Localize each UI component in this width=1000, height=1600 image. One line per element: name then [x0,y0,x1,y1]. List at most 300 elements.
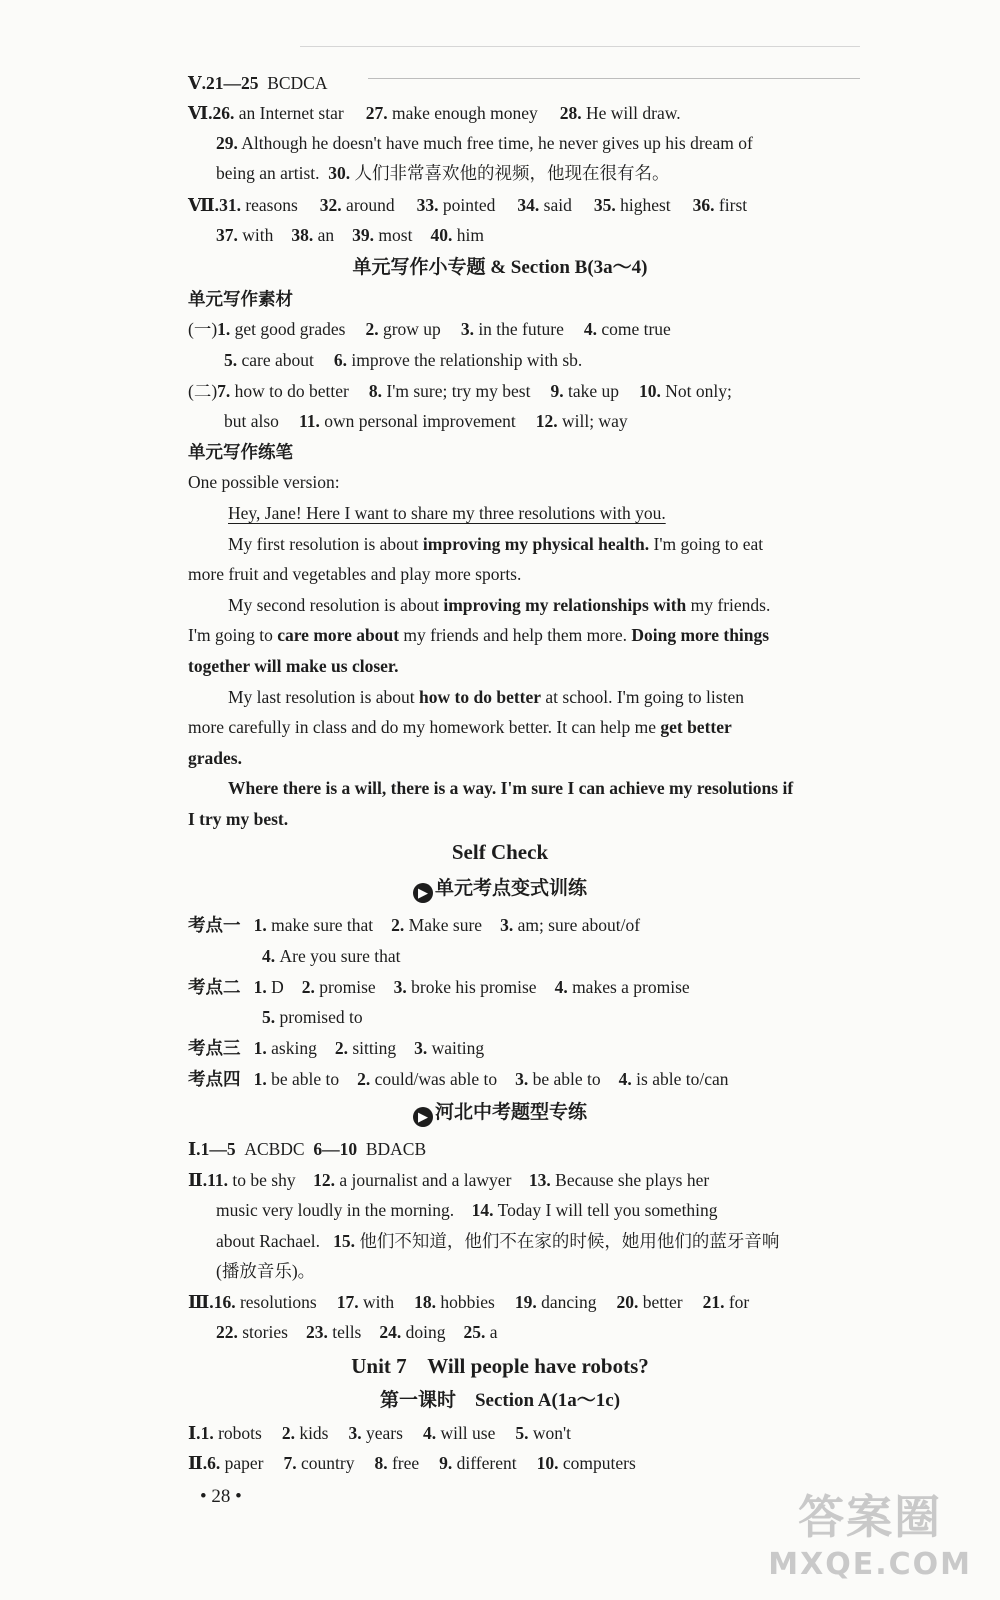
top-rule [368,78,860,79]
answer-num: 4. [583,319,602,339]
answer-text: most [378,225,413,245]
answer-num: 16. [213,1292,240,1312]
answer-num: 31. [219,195,246,215]
subheading-text: 单元考点变式训练 [434,878,587,899]
answer-item [213,103,344,123]
answer-text: promise [319,977,376,997]
answer-list [217,319,671,339]
answer-item [515,1292,597,1312]
answer-text: won't [532,1423,572,1443]
answer-num: 40. [430,225,457,245]
answer-text: a journalist and a lawyer [339,1170,512,1190]
answer-text: grow up [382,319,441,339]
answer-text: in the future [478,319,564,339]
answer-list [201,1423,571,1443]
answer-item [216,225,273,245]
answer-num: 21. [702,1292,729,1312]
answer-item [616,1292,682,1312]
kaodian-label: 考点四 [188,1069,241,1089]
answer-text: to be shy [232,1170,296,1190]
answer-text: be able to [271,1069,340,1089]
essay-text: more carefully in class and do my homework better. It can help me [188,717,661,737]
answer-item [216,1322,288,1342]
essay-text: My last resolution is about [228,687,420,707]
essay-p3a [228,684,744,710]
section-vii-label: Ⅶ. [188,195,220,215]
essay-greeting: Hey, Jane! Here I want to share my three resolutions with you. [228,503,666,523]
hebei-i-line [188,1136,426,1162]
answer-text: an [317,225,335,245]
answer-list [262,946,401,966]
answer-num: 36. [692,195,719,215]
answer-text: Because she plays her [555,1170,710,1190]
answer-text: highest [620,195,671,215]
answer-text: reasons [245,195,298,215]
hebei-ii-line2 [216,1197,718,1223]
answer-text: He will draw. [586,103,681,123]
answer-text: be able to [532,1069,601,1089]
answer-text: sitting [352,1038,397,1058]
answer-item [254,977,284,997]
section-vii-line2 [216,222,484,248]
answer-num: 10. [536,1453,563,1473]
answer-num: 2. [301,977,320,997]
answer-list [254,1038,484,1058]
answer-item [224,350,314,370]
answer-text: with [242,225,274,245]
answer-item [517,195,571,215]
kaodian-label: 考点二 [188,977,241,997]
answer-text: am; sure about/of [517,915,641,935]
answer-item [214,1292,317,1312]
answer-num: 9. [550,381,568,401]
answer-item [254,1069,340,1089]
answer-text: different [456,1453,517,1473]
answer-num: 24. [379,1322,406,1342]
version-label: One possible version: [188,472,340,492]
answer-num: 20. [616,1292,643,1312]
answer-text: computers [562,1453,636,1473]
answer-text: country [301,1453,355,1473]
answer-item [639,381,732,401]
answer-text: makes a promise [572,977,690,997]
answer-text: Are you sure that [279,946,401,966]
answer-item [302,977,376,997]
answer-list [224,350,582,370]
answer-text: first [718,195,748,215]
answer-text: make sure that [271,915,374,935]
section-i-label: Ⅰ. [188,1139,201,1159]
answer-text: own personal improvement [324,411,516,431]
material-1-line2 [224,347,582,373]
answer-item [423,1423,495,1443]
answer-item [500,915,640,935]
answer-num: 1. [253,977,272,997]
answer-item [430,225,483,245]
answer-num: 2. [281,1423,300,1443]
answer-num: 1. [217,319,235,339]
answer-text: asking [271,1038,317,1058]
answer-num: 18. [414,1292,441,1312]
watermark [768,1481,972,1582]
answer-item [537,1453,636,1473]
section-v-answers: BCDCA [267,73,328,93]
material-1-label: (一) [188,319,218,339]
essay-text: at school. I'm going to listen [541,687,744,707]
answer-num: 5. [515,1423,533,1443]
answer-item [414,1292,495,1312]
selfcheck-sub1 [0,876,1000,902]
section-vi-29a [216,130,822,156]
answer-text: him [456,225,484,245]
answer-list [216,225,484,245]
answer-item [352,225,412,245]
answer-text: is able to/can [636,1069,729,1089]
kaodian-1-line1 [188,912,640,938]
answer-item [693,195,747,215]
answer-item [515,1069,601,1089]
answer-num: 8. [374,1453,392,1473]
essay-p3c: grades. [188,748,242,768]
answer-num: 2. [365,319,383,339]
answer-list [216,1322,498,1342]
play-arrow-icon: ▶ [413,883,433,903]
top-rule-upper [300,46,860,47]
selfcheck-sub2 [0,1100,1000,1126]
answer-num: 6. [207,1453,225,1473]
kaodian-2-line2 [262,1004,363,1030]
essay-highlight: care more about [277,625,400,645]
selfcheck-title: Self Check [451,840,549,864]
answer-item [334,350,582,370]
section-v-label: Ⅴ. [188,73,206,93]
answer-text: improve the relationship with sb. [351,350,583,370]
unit7-i-line [188,1420,571,1446]
essay-text: my friends. [686,595,771,615]
answer-text: will use [440,1423,496,1443]
answer-item [555,977,690,997]
watermark-logo-text: 答案圈 [798,1490,943,1544]
answer-text: broke his promise [411,977,537,997]
answer-num: 29. [216,133,238,153]
section-v-range: 21—25 [205,73,259,93]
material-2-label: (二) [188,381,218,401]
answer-num: 13. [528,1170,551,1190]
answer-text: come true [601,319,671,339]
answer-letters: ACBDC [244,1139,305,1159]
essay-p2a [228,592,770,618]
answer-item [284,1453,355,1473]
answer-text: paper [224,1453,264,1473]
answer-item [394,977,537,997]
answer-item [337,1292,394,1312]
answer-num: 3. [515,1069,533,1089]
answer-item [282,1423,329,1443]
answer-text: could/was able to [374,1069,498,1089]
answer-num: 4. [618,1069,637,1089]
answer-num: 11. [207,1170,229,1190]
answer-num: 2. [334,1038,353,1058]
essay-text: I'm going to [188,625,278,645]
section-vi-line1 [188,100,681,126]
essay-highlight: Doing more things [631,625,770,645]
answer-list [254,977,690,997]
answer-num: 4. [422,1423,441,1443]
answer-item [365,319,440,339]
answer-text: robots [218,1423,262,1443]
answer-num: 3. [348,1423,366,1443]
answer-item [217,381,349,401]
essay-text: my friends and help them more. [399,625,632,645]
watermark-domain: MXQE.COM [768,1547,972,1582]
answer-text: but also [224,411,279,431]
answer-text: with [363,1292,395,1312]
answer-item [369,381,531,401]
answer-item [254,1038,317,1058]
answer-item [515,1423,571,1443]
answer-num: 8. [368,381,387,401]
answer-text: being an artist. [216,163,320,183]
subheading-text: 河北中考题型专练 [434,1102,587,1123]
essay-p1b: more fruit and vegetables and play more sports. [188,564,522,584]
unit7-ii-line [188,1450,636,1476]
answer-num: 23. [305,1322,333,1342]
answer-item [366,103,538,123]
essay-p2b [188,622,769,648]
answer-item [536,411,628,431]
unit7-i-label: Ⅰ. [188,1423,201,1443]
answer-item [414,1038,484,1058]
answer-item [703,1292,750,1312]
answer-num: 5. [262,1007,280,1027]
answer-range: 6—10 [313,1139,358,1159]
answer-letters: BDACB [365,1139,427,1159]
answer-text: about Rachael. [216,1231,320,1251]
answer-list [207,1453,636,1473]
kaodian-label: 考点三 [188,1038,241,1058]
answer-item [349,1423,403,1443]
essay-p4a: Where there is a will, there is a way. I'm sure I can achieve my resolutions if [228,778,794,798]
unit7-lesson: 第一课时 Section A(1a～1c) [379,1390,621,1411]
answer-num: 7. [283,1453,301,1473]
essay-text: I'm going to eat [649,534,764,554]
answer-num: 39. [352,225,379,245]
kaodian-3-line1 [188,1035,484,1061]
answer-item [217,319,345,339]
answer-text: Although he doesn't have much free time, he never gives up his dream of [241,133,753,153]
essay-p1a [228,531,763,557]
answer-list [254,1069,729,1089]
answer-num: 4. [554,977,573,997]
answer-text-chinese: 人们非常喜欢他的视频，他现在很有名。 [354,163,670,183]
answer-list [213,103,681,123]
essay-p2c: together will make us closer. [188,656,399,676]
answer-text: Today I will tell you something [497,1200,718,1220]
page-number: • 28 • [200,1486,242,1507]
answer-text: better [642,1292,683,1312]
answer-text: Make sure [408,915,483,935]
answer-num: 38. [291,225,318,245]
answer-item [379,1322,445,1342]
answer-item [224,411,279,431]
answer-num: 1. [253,1038,272,1058]
answer-text: kids [299,1423,329,1443]
section-vii-line1 [188,192,747,218]
hebei-ii-line1 [188,1167,709,1193]
essay-text: My second resolution is about [228,595,444,615]
answer-num: 14. [471,1200,494,1220]
hebei-iii-line2 [216,1319,498,1345]
kaodian-4-line1 [188,1066,728,1092]
answer-text: D [271,977,284,997]
answer-num: 7. [217,381,235,401]
answer-text: free [391,1453,420,1473]
answer-text-chinese: (播放音乐)。 [216,1261,316,1281]
section-vi-label: Ⅵ. [188,103,213,123]
essay-p3b [188,714,732,740]
answer-num: 3. [414,1038,432,1058]
answer-num: 28. [559,103,586,123]
answer-text: promised to [279,1007,363,1027]
answer-text-chinese: 他们不知道，他们不在家的时候，她用他们的蓝牙音响 [359,1231,780,1251]
material-2-line2 [224,408,628,434]
answer-item [262,1007,363,1027]
essay-highlight: how to do better [419,687,542,707]
answer-num: 6. [333,350,352,370]
material-heading: 单元写作素材 [188,289,293,309]
answer-num: 3. [393,977,412,997]
answer-item [306,1322,361,1342]
answer-num: 12. [313,1170,335,1190]
answer-item [335,1038,396,1058]
answer-text: years [366,1423,403,1443]
answer-item [439,1453,516,1473]
answer-text: said [543,195,572,215]
answer-num: 10. [639,381,666,401]
answer-text: get good grades [234,319,346,339]
kaodian-label: 考点一 [188,915,241,935]
essay-p4b: I try my best. [188,809,289,829]
answer-item [207,1453,263,1473]
answer-item [291,225,334,245]
answer-list [214,1292,750,1312]
answer-text: Not only; [665,381,732,401]
material-2-line1 [188,378,732,404]
answer-item [219,195,298,215]
unit7-title: Unit 7 Will people have robots? [351,1354,649,1378]
answer-num: 33. [416,195,443,215]
answer-text: waiting [431,1038,485,1058]
answer-num: 5. [224,350,242,370]
section-vi-29b [216,160,670,186]
answer-num: 1. [200,1423,219,1443]
answer-num: 12. [535,411,562,431]
answer-num: 9. [439,1453,457,1473]
answer-list [224,411,628,431]
practice-heading: 单元写作练笔 [188,442,293,462]
answer-num: 27. [365,103,392,123]
answer-item [550,381,619,401]
answer-text: I'm sure; try my best [386,381,531,401]
answer-num: 2. [357,1069,375,1089]
answer-num: 17. [336,1292,363,1312]
answer-text: for [728,1292,750,1312]
answer-num: 37. [216,225,243,245]
hebei-iii-line1 [188,1289,749,1315]
answer-item [461,319,564,339]
answer-num: 1. [253,915,272,935]
kaodian-1-line2 [262,943,401,969]
answer-list [262,1007,363,1027]
essay-highlight: improving my physical health. [422,534,650,554]
hebei-ii-line4 [216,1258,315,1284]
answer-item [299,411,516,431]
essay-highlight: improving my relationships with [443,595,687,615]
answer-list [219,195,747,215]
writing-title: 单元写作小专题 & Section B(3a～4) [352,257,648,278]
answer-num: 34. [517,195,544,215]
answer-num: 4. [262,946,280,966]
answer-text: resolutions [239,1292,317,1312]
unit7-ii-label: Ⅱ. [188,1453,208,1473]
answer-num: 11. [298,411,325,431]
answer-text: tells [332,1322,362,1342]
answer-list [217,381,732,401]
answer-item [417,195,496,215]
answer-item [594,195,671,215]
answer-item [374,1453,419,1473]
answer-text: stories [242,1322,288,1342]
answer-item [560,103,681,123]
answer-item [254,915,374,935]
section-iii-label: Ⅲ. [188,1292,214,1312]
answer-num: 26. [212,103,239,123]
essay-text: My first resolution is about [228,534,423,554]
answer-num: 32. [319,195,347,215]
section-ii-label: Ⅱ. [188,1170,208,1190]
answer-text: a [489,1322,498,1342]
essay-highlight: get better [660,717,732,737]
answer-range: 1—5 [200,1139,236,1159]
answer-text: hobbies [440,1292,495,1312]
answer-text: will; way [561,411,628,431]
answer-item [262,946,401,966]
answer-text: pointed [442,195,496,215]
answer-text: dancing [541,1292,597,1312]
answer-item [320,195,395,215]
answer-num: 22. [216,1322,243,1342]
answer-num: 25. [463,1322,490,1342]
answer-text: make enough money [391,103,538,123]
material-1-line1 [188,316,671,342]
answer-text: an Internet star [238,103,344,123]
hebei-ii-line3 [216,1228,779,1254]
answer-item [584,319,671,339]
answer-num: 2. [391,915,409,935]
answer-num: 3. [500,915,518,935]
answer-text: music very loudly in the morning. [216,1200,455,1220]
answer-num: 19. [514,1292,542,1312]
kaodian-2-line1 [188,974,690,1000]
answer-text: doing [405,1322,446,1342]
section-v-line [188,70,328,96]
answer-item [201,1423,262,1443]
answer-text: how to do better [234,381,349,401]
answer-num: 15. [333,1231,355,1251]
play-arrow-icon: ▶ [413,1107,433,1127]
answer-item [619,1069,729,1089]
answer-num: 3. [460,319,479,339]
